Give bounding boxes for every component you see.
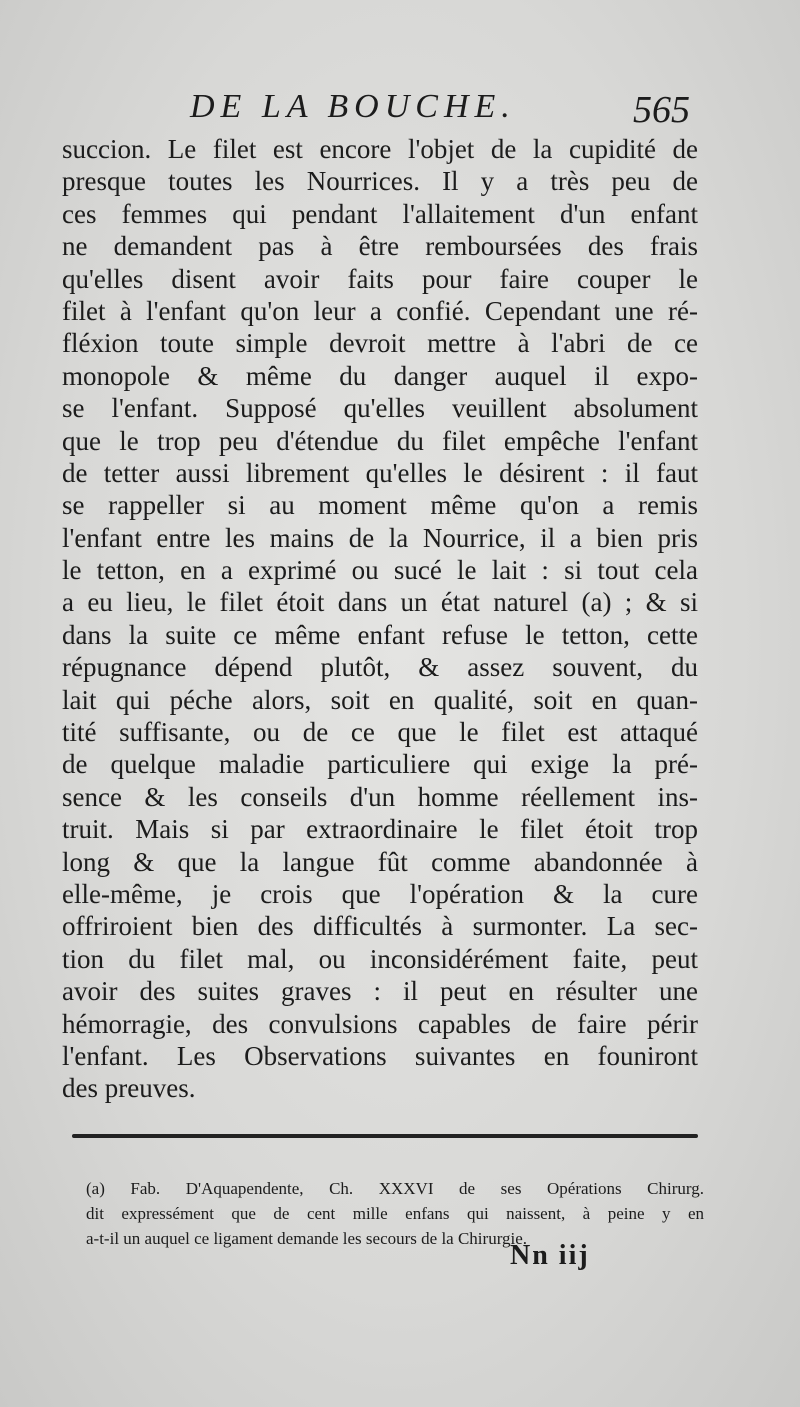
- footnote-line: (a) Fab. D'Aquapendente, Ch. XXXVI de ses Opérations Chirurg.: [86, 1179, 704, 1198]
- printer-signature: Nn iij: [510, 1240, 590, 1271]
- body-line: dans la suite ce même enfant refuse le tetton, cette: [62, 619, 698, 650]
- body-line: filet à l'enfant qu'on leur a confié. Cependant une ré-: [62, 295, 698, 326]
- footnote: [86, 1176, 704, 1251]
- body-line: presque toutes les Nourrices. Il y a très peu de: [62, 166, 698, 197]
- body-line: lait qui péche alors, soit en qualité, soit en quan-: [62, 684, 698, 715]
- body-line: se rappeller si au moment même qu'on a remis: [62, 490, 698, 521]
- body-line: elle-même, je crois que l'opération & la cure: [62, 878, 698, 909]
- body-line: de quelque maladie particuliere qui exige la pré-: [62, 749, 698, 780]
- body-line: répugnance dépend plutôt, & assez souvent, du: [62, 652, 698, 683]
- body-line: monopole & même du danger auquel il expo-: [62, 360, 698, 391]
- body-line: a eu lieu, le filet étoit dans un état naturel (a) ; & si: [62, 587, 698, 618]
- body-line: hémorragie, des convulsions capables de faire périr: [62, 1008, 698, 1039]
- body-line: avoir des suites graves : il peut en résulter une: [62, 976, 698, 1007]
- body-line: l'enfant. Les Observations suivantes en founiront: [62, 1040, 698, 1071]
- footnote-rule: [72, 1134, 698, 1138]
- running-title: DE LA BOUCHE.: [190, 88, 516, 125]
- page-number: 565: [633, 89, 690, 131]
- body-line: que le trop peu d'étendue du filet empêche l'enfant: [62, 425, 698, 456]
- body-line: succion. Le filet est encore l'objet de la cupidité de: [62, 134, 698, 164]
- running-head: [60, 88, 700, 138]
- body-line: de tetter aussi librement qu'elles le désirent : il faut: [62, 457, 698, 488]
- body-line: sence & les conseils d'un homme réellement ins-: [62, 781, 698, 812]
- body-line: l'enfant entre les mains de la Nourrice, il a bien pris: [62, 522, 698, 553]
- body-line: truit. Mais si par extraordinaire le filet étoit trop: [62, 814, 698, 845]
- body-line: le tetton, en a exprimé ou sucé le lait : si tout cela: [62, 555, 698, 586]
- body-line: ces femmes qui pendant l'allaitement d'un enfant: [62, 198, 698, 229]
- body-line: tité suffisante, ou de ce que le filet est attaqué: [62, 717, 698, 748]
- body-text: [62, 133, 698, 1105]
- body-line: long & que la langue fût comme abandonnée à: [62, 846, 698, 877]
- footnote-line: dit expressément que de cent mille enfans qui naissent, à peine y en: [86, 1204, 704, 1223]
- body-line: qu'elles disent avoir faits pour faire couper le: [62, 263, 698, 294]
- body-line: ne demandent pas à être remboursées des frais: [62, 231, 698, 262]
- footnote-line: a-t-il un auquel ce ligament demande les secours de la Chirurgie.: [86, 1229, 528, 1248]
- body-line: des preuves.: [62, 1073, 196, 1104]
- body-line: offriroient bien des difficultés à surmonter. La sec-: [62, 911, 698, 942]
- body-line: fléxion toute simple devroit mettre à l'abri de ce: [62, 328, 698, 359]
- body-line: tion du filet mal, ou inconsidérément faite, peut: [62, 943, 698, 974]
- body-line: se l'enfant. Supposé qu'elles veuillent absolument: [62, 393, 698, 424]
